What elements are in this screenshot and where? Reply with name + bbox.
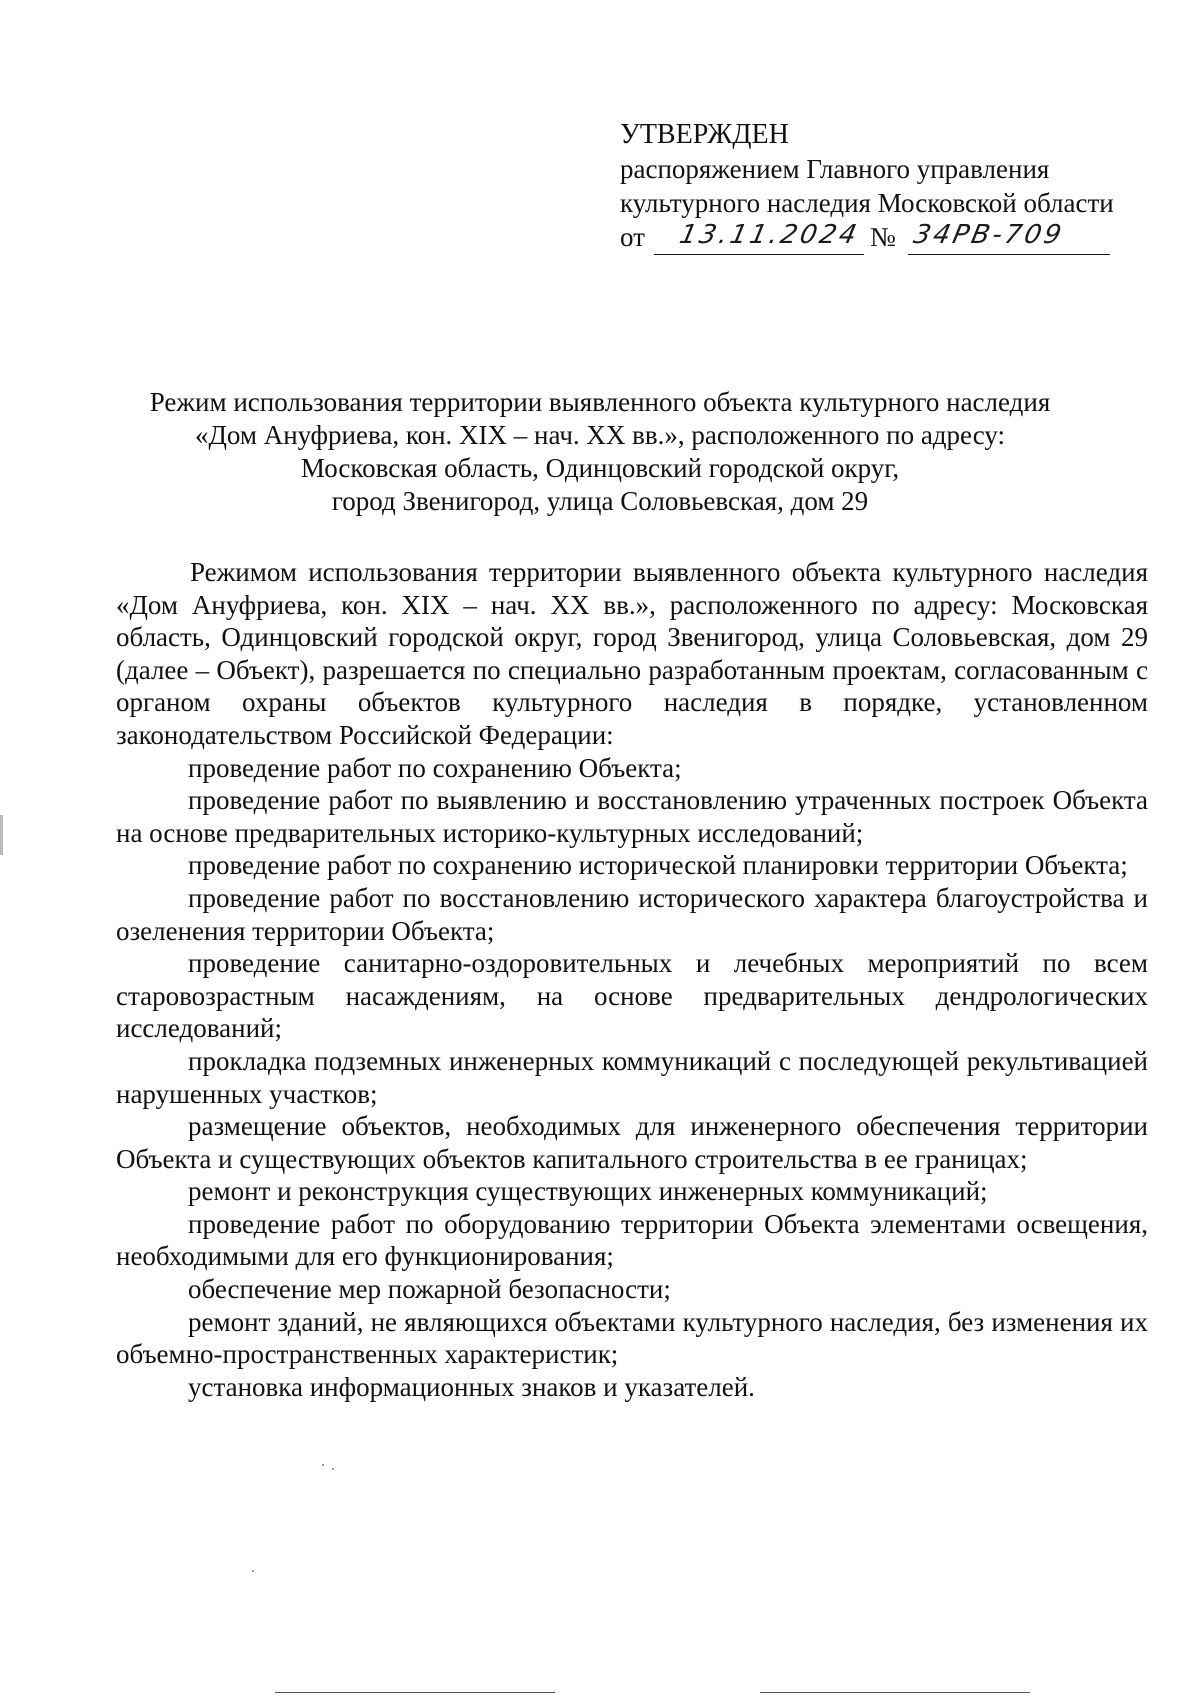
- approval-heading: УТВЕРЖДЕН: [620, 119, 789, 150]
- approval-block: [620, 118, 1140, 260]
- scan-margin-mark: [0, 815, 3, 855]
- date-prefix: от: [620, 222, 645, 252]
- number-prefix: №: [870, 222, 896, 252]
- list-item: прокладка подземных инженерных коммуникаций с последующей рекультивацией нарушенных участков;: [116, 1045, 1148, 1109]
- intro-paragraph: Режимом использования территории выявленного объекта культурного наследия «Дом Ануфриева, кон. XIX – нач. XX вв.», расположенного по адресу: Московская область, Одинцовский городской округ, город Звенигород, улица Соловьевская, дом 29 (далее – Объект), разрешается по специально разработанным проектам, согласованным с органом охраны объектов культурного наследия в порядке, установленном законодательством Российской Федерации:: [116, 557, 1148, 750]
- list-item: проведение санитарно-оздоровительных и лечебных мероприятий по всем старовозрастным насаждениям, на основе предварительных дендрологических исследований;: [116, 948, 1148, 1044]
- list-item: ремонт зданий, не являющихся объектами культурного наследия, без изменения их объемно-пространственных характеристик;: [116, 1306, 1148, 1370]
- footer-rule-right: [760, 1692, 1030, 1693]
- handwritten-number: 34РВ-709: [910, 220, 1067, 250]
- title-line-1: Режим использования территории выявленного объекта культурного наследия: [149, 387, 1051, 417]
- date-field: [654, 220, 864, 255]
- list-item: проведение работ по сохранению исторической планировки территории Объекта;: [188, 850, 1128, 881]
- number-field: [908, 220, 1110, 255]
- approval-authority-line-1: распоряжением Главного управления: [620, 154, 1050, 184]
- title-line-2: «Дом Ануфриева, кон. XIX – нач. XX вв.», расположенного по адресу:: [195, 420, 1005, 450]
- handwritten-date: 13.11.2024: [676, 220, 863, 250]
- list-item: обеспечение мер пожарной безопасности;: [188, 1274, 671, 1305]
- list-item: установка информационных знаков и указателей.: [188, 1371, 755, 1402]
- scan-speck: [332, 1468, 334, 1470]
- scan-speck: [322, 1464, 324, 1466]
- footer-rule-left: [275, 1692, 555, 1693]
- list-item: проведение работ по восстановлению исторического характера благоустройства и озеленения территории Объекта;: [116, 882, 1148, 946]
- list-item: проведение работ по сохранению Объекта;: [188, 752, 682, 783]
- scan-speck: [252, 1570, 254, 1572]
- document-title: [0, 386, 1200, 518]
- approval-authority-line-2: культурного наследия Московской области: [620, 188, 1114, 218]
- list-item: проведение работ по выявлению и восстановлению утраченных построек Объекта на основе предварительных историко-культурных исследований;: [116, 785, 1148, 848]
- list-item: размещение объектов, необходимых для инженерного обеспечения территории Объекта и существующих объектов капитального строительства в ее границах;: [116, 1111, 1148, 1174]
- approval-date-number-row: [620, 220, 1140, 260]
- title-line-4: город Звенигород, улица Соловьевская, дом 29: [331, 486, 869, 516]
- title-line-3: Московская область, Одинцовский городской округ,: [300, 453, 900, 483]
- document-body: [116, 556, 1148, 1403]
- list-item: проведение работ по оборудованию территории Объекта элементами освещения, необходимыми для его функционирования;: [116, 1208, 1148, 1272]
- list-item: ремонт и реконструкция существующих инженерных коммуникаций;: [188, 1176, 988, 1207]
